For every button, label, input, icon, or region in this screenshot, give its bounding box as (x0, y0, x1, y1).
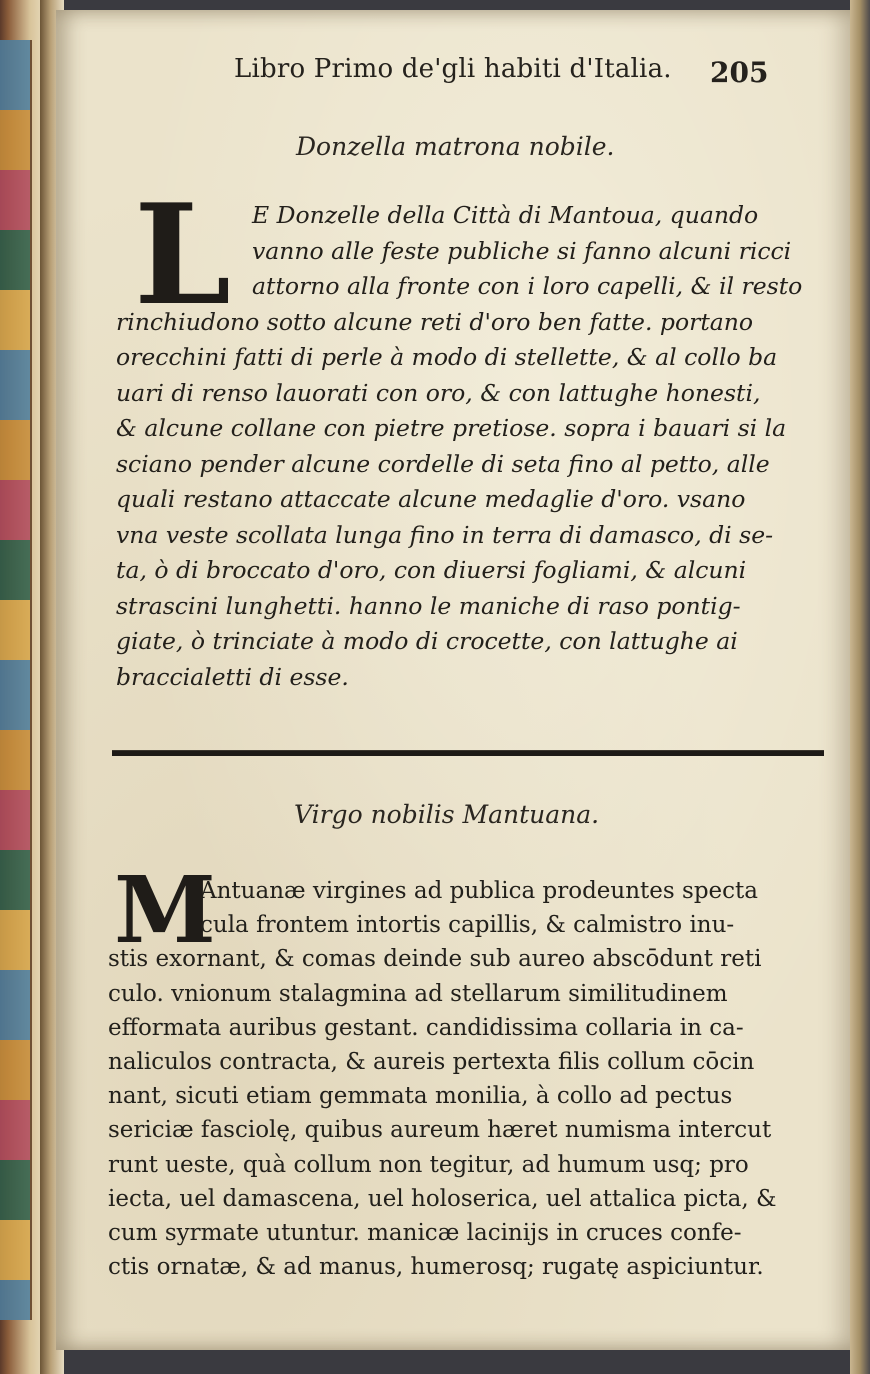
section-divider-rule (112, 750, 824, 756)
latin-section-title: Virgo nobilis Mantuana. (294, 800, 600, 829)
text-line: & alcune collane con pietre pretiose. sopra i bauari si la (116, 414, 787, 442)
text-line: vna veste scollata lunga fino in terra di damasco, di se- (116, 520, 774, 549)
text-line: uari di renso lauorati con oro, & con lattughe honesti, (116, 378, 761, 407)
running-title: Libro Primo de'gli habiti d'Italia. (234, 54, 672, 84)
text-line: sericiæ fasciolę, quibus aureum hæret numisma intercut (108, 1117, 772, 1144)
text-line: vanno alle feste publiche si fanno alcuni ricci (252, 236, 792, 265)
text-line: Antuanæ virgines ad publica prodeuntes specta (200, 878, 758, 904)
text-line: iecta, uel damascena, uel holoserica, uel attalica picta, & (108, 1185, 777, 1212)
text-line: culo. vnionum stalagmina ad stellarum similitudinem (108, 980, 728, 1007)
text-line: braccialetti di esse. (116, 662, 349, 691)
text-line: ta, ò di broccato d'oro, con diuersi fogliami, & alcuni (116, 556, 747, 584)
page (56, 10, 850, 1350)
text-line: sciano pender alcune cordelle di seta fino al petto, alle (116, 449, 770, 478)
text-line: cula frontem intortis capillis, & calmistro inu- (200, 912, 735, 939)
latin-paragraph (108, 874, 828, 1284)
text-line: ctis ornatæ, & ad manus, humerosq; rugatę aspiciuntur. (108, 1254, 764, 1281)
text-line: E Donzelle della Città di Mantoua, quando (252, 201, 759, 229)
decorative-border-illustration (0, 40, 32, 1320)
text-line: quali restano attaccate alcune medaglie d'oro. vsano (116, 485, 746, 513)
page-number: 205 (710, 56, 769, 89)
italian-section-title: Donzella matrona nobile. (296, 132, 615, 161)
text-line: stis exornant, & comas deinde sub aureo abscōdunt reti (108, 946, 762, 973)
text-line: naliculos contracta, & aureis pertexta filis collum cōcin (108, 1049, 755, 1076)
text-line: efformata auribus gestant. candidissima collaria in ca- (108, 1014, 744, 1041)
text-line: runt ueste, quà collum non tegitur, ad humum usq; pro (108, 1151, 749, 1178)
text-line: cum syrmate utuntur. manicæ lacinijs in cruces confe- (108, 1220, 742, 1247)
text-line: rinchiudono sotto alcune reti d'oro ben fatte. portano (116, 307, 754, 336)
text-line: giate, ò trinciate à modo di crocette, con lattughe ai (116, 627, 738, 655)
italian-dropcap: L (134, 173, 232, 336)
text-line: attorno alla fronte con i loro capelli, & il resto (252, 272, 803, 300)
latin-dropcap: M (114, 856, 216, 964)
right-page-edge (850, 0, 870, 1374)
text-line: orecchini fatti di perle à modo di stellette, & al collo ba (116, 343, 778, 371)
text-line: strascini lunghetti. hanno le maniche di raso pontig- (116, 591, 741, 620)
italian-paragraph (116, 198, 832, 695)
text-line: nant, sicuti etiam gemmata monilia, à collo ad pectus (108, 1083, 733, 1110)
